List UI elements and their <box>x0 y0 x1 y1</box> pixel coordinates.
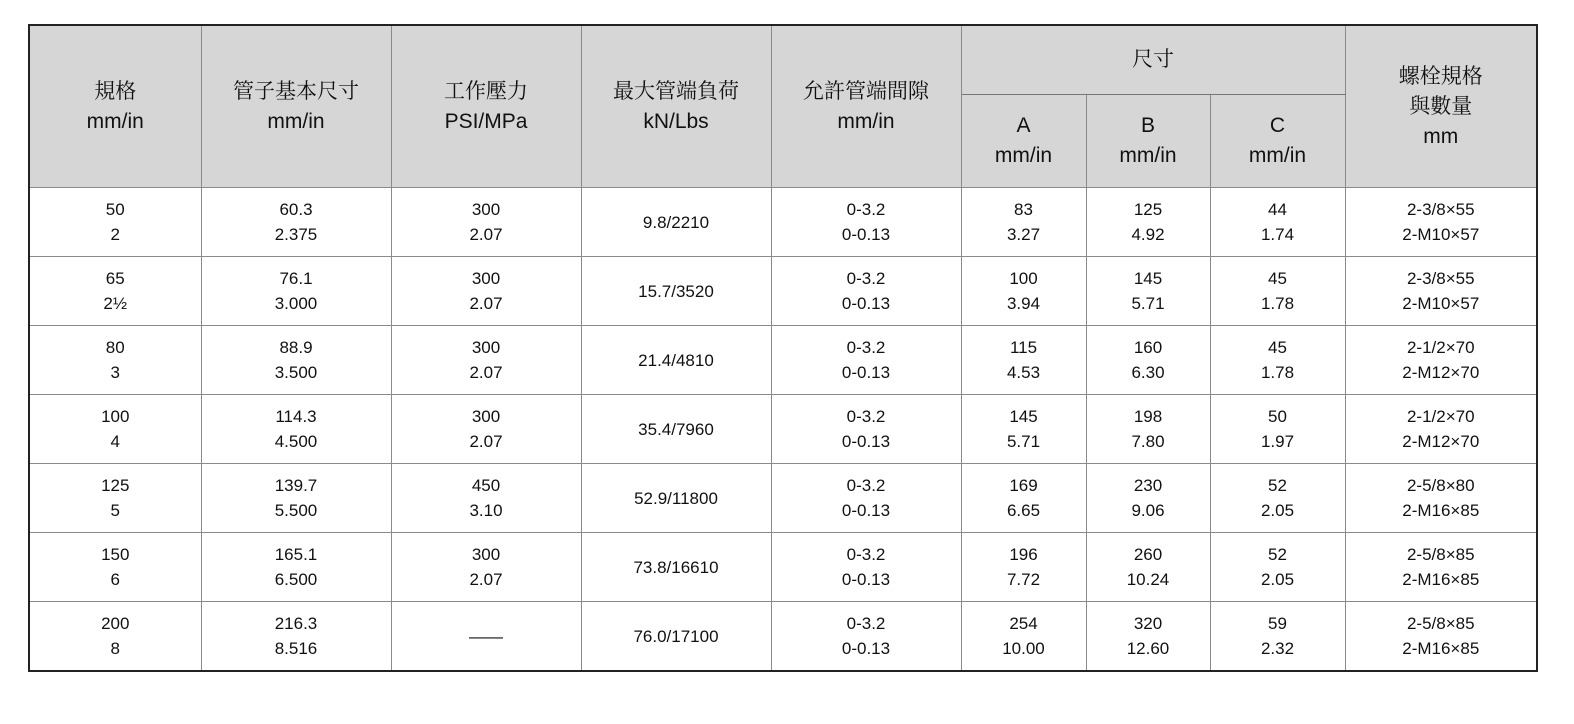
cell-pressure <box>391 326 581 395</box>
header-dim-a: A mm/in <box>961 95 1086 188</box>
cell-pressure <box>391 602 581 672</box>
cell-bolt-line: 2-3/8×55 <box>1406 269 1475 288</box>
header-spec: 規格 mm/in <box>29 25 201 188</box>
cell-spec-line: 50 <box>105 200 125 219</box>
cell-pressure-line: 450 <box>471 476 501 495</box>
cell-dim-a-line: 196 <box>1009 545 1038 564</box>
cell-dim-c-line: 1.74 <box>1260 225 1295 244</box>
cell-dim-a-line: 115 <box>1009 338 1038 357</box>
cell-gap-line: 0-3.2 <box>846 545 886 564</box>
header-pipe-size: 管子基本尺寸 mm/in <box>201 25 391 188</box>
cell-gap-line: 0-3.2 <box>846 614 886 633</box>
cell-spec-line: 200 <box>101 614 130 633</box>
cell-dim-b-line: 125 <box>1133 200 1163 219</box>
cell-gap <box>771 602 961 672</box>
cell-pressure-line: 300 <box>471 338 501 357</box>
cell-dim-a-line: 10.00 <box>1002 639 1045 658</box>
cell-dim-c-line: 1.78 <box>1260 294 1295 313</box>
cell-dim-c-line: 1.78 <box>1260 363 1295 382</box>
cell-dim-c <box>1210 464 1345 533</box>
cell-dim-a-line: 100 <box>1009 269 1038 288</box>
cell-dim-c <box>1210 188 1345 257</box>
cell-gap-line: 0-3.2 <box>846 200 886 219</box>
cell-pipe-size <box>201 533 391 602</box>
cell-spec-line: 3 <box>110 363 120 382</box>
cell-pipe-size-line: 114.3 <box>275 407 317 426</box>
cell-max-load <box>581 257 771 326</box>
cell-dim-a-line: 145 <box>1009 407 1038 426</box>
cell-dim-a-line: 3.94 <box>1006 294 1041 313</box>
table-row <box>29 326 1537 395</box>
cell-bolt-line: 2-3/8×55 <box>1406 200 1475 219</box>
cell-pipe-size-line: 3.000 <box>274 294 318 313</box>
cell-dim-c-line: 2.05 <box>1260 501 1295 520</box>
cell-max-load-line: 21.4/4810 <box>638 350 714 370</box>
cell-dim-b-line: 12.60 <box>1126 639 1170 658</box>
cell-dim-a <box>961 257 1086 326</box>
cell-dim-b-line: 5.71 <box>1131 294 1165 313</box>
cell-dim-a <box>961 533 1086 602</box>
cell-pipe-size <box>201 188 391 257</box>
cell-dim-c <box>1210 326 1345 395</box>
cell-dim-a <box>961 326 1086 395</box>
cell-spec-line: 80 <box>105 338 125 357</box>
cell-dim-b-line: 260 <box>1133 545 1163 564</box>
cell-dim-b <box>1086 533 1210 602</box>
cell-bolt-line: 2-5/8×80 <box>1406 476 1475 495</box>
cell-dim-b-line: 10.24 <box>1126 570 1170 589</box>
cell-bolt-line: 2-1/2×70 <box>1406 338 1475 357</box>
cell-bolt-line: 2-M12×70 <box>1402 363 1480 382</box>
cell-gap <box>771 533 961 602</box>
cell-pressure <box>391 395 581 464</box>
cell-pressure <box>391 464 581 533</box>
cell-dim-a <box>961 395 1086 464</box>
cell-pipe-size <box>201 326 391 395</box>
cell-bolt <box>1345 395 1537 464</box>
cell-dim-b <box>1086 188 1210 257</box>
cell-dim-a-line: 3.27 <box>1006 225 1041 244</box>
cell-gap-line: 0-3.2 <box>846 476 886 495</box>
cell-dim-b <box>1086 326 1210 395</box>
table-row <box>29 188 1537 257</box>
cell-dim-a-line: 4.53 <box>1006 363 1041 382</box>
spec-table <box>28 24 1538 672</box>
cell-gap <box>771 326 961 395</box>
header-bolt: 螺栓規格 與數量 mm <box>1345 25 1537 188</box>
cell-bolt-line: 2-M10×57 <box>1402 225 1480 244</box>
cell-dim-c <box>1210 257 1345 326</box>
cell-pipe-size-line: 3.500 <box>274 363 318 382</box>
cell-dim-c-line: 2.05 <box>1260 570 1295 589</box>
cell-spec <box>29 602 201 672</box>
table-row <box>29 533 1537 602</box>
cell-max-load-line: 76.0/17100 <box>633 626 719 646</box>
cell-max-load-line: 9.8/2210 <box>642 212 710 232</box>
cell-pipe-size <box>201 602 391 672</box>
cell-pipe-size-line: 139.7 <box>274 476 318 495</box>
cell-bolt-line: 2-M16×85 <box>1402 501 1480 520</box>
table-row <box>29 395 1537 464</box>
cell-dim-c <box>1210 395 1345 464</box>
cell-dim-a <box>961 602 1086 672</box>
cell-dim-c-line: 52 <box>1268 545 1287 564</box>
header-dim-b: B mm/in <box>1086 95 1210 188</box>
cell-dim-b <box>1086 464 1210 533</box>
cell-bolt-line: 2-M10×57 <box>1402 294 1480 313</box>
cell-gap-line: 0-0.13 <box>841 639 891 658</box>
cell-pressure-line: 300 <box>471 200 501 219</box>
cell-bolt-line: 2-M12×70 <box>1402 432 1480 451</box>
cell-bolt <box>1345 602 1537 672</box>
cell-gap <box>771 188 961 257</box>
cell-dim-b-line: 198 <box>1133 407 1163 426</box>
table-row <box>29 464 1537 533</box>
cell-dim-a-line: 83 <box>1014 200 1033 219</box>
cell-dim-c-line: 52 <box>1268 476 1287 495</box>
table-row <box>29 602 1537 672</box>
header-max-load: 最大管端負荷 kN/Lbs <box>581 25 771 188</box>
cell-pipe-size-line: 165.1 <box>274 545 318 564</box>
cell-spec-line: 5 <box>110 501 120 520</box>
cell-dim-c <box>1210 602 1345 672</box>
cell-dim-b <box>1086 257 1210 326</box>
cell-gap <box>771 395 961 464</box>
cell-pipe-size-line: 4.500 <box>274 432 318 451</box>
cell-pipe-size-line: 216.3 <box>274 614 318 633</box>
cell-dim-a-line: 7.72 <box>1006 570 1041 589</box>
cell-max-load <box>581 533 771 602</box>
cell-pressure-line: —— <box>469 626 503 646</box>
cell-pipe-size-line: 60.3 <box>279 200 313 219</box>
cell-dim-a-line: 169 <box>1009 476 1038 495</box>
cell-dim-a-line: 254 <box>1009 614 1038 633</box>
cell-dim-c-line: 2.32 <box>1260 639 1295 658</box>
cell-pressure <box>391 533 581 602</box>
cell-pipe-size-line: 5.500 <box>274 501 318 520</box>
cell-max-load <box>581 395 771 464</box>
cell-pressure-line: 300 <box>471 269 501 288</box>
cell-max-load-line: 35.4/7960 <box>638 419 714 439</box>
cell-max-load <box>581 464 771 533</box>
cell-pressure-line: 2.07 <box>469 225 503 244</box>
cell-gap-line: 0-3.2 <box>846 338 886 357</box>
cell-pipe-size-line: 88.9 <box>279 338 313 357</box>
cell-dim-b-line: 4.92 <box>1131 225 1165 244</box>
cell-spec <box>29 395 201 464</box>
cell-dim-a <box>961 464 1086 533</box>
cell-dim-c-line: 50 <box>1268 407 1287 426</box>
cell-bolt-line: 2-M16×85 <box>1402 570 1480 589</box>
cell-pressure-line: 2.07 <box>469 294 503 313</box>
cell-pressure-line: 2.07 <box>469 570 503 589</box>
cell-pipe-size-line: 6.500 <box>274 570 318 589</box>
cell-dim-b-line: 9.06 <box>1131 501 1165 520</box>
cell-spec <box>29 464 201 533</box>
cell-dim-b <box>1086 602 1210 672</box>
cell-gap-line: 0-0.13 <box>841 225 891 244</box>
cell-dim-c-line: 1.97 <box>1260 432 1295 451</box>
cell-spec <box>29 257 201 326</box>
cell-pipe-size-line: 76.1 <box>279 269 313 288</box>
cell-gap <box>771 257 961 326</box>
cell-dim-a <box>961 188 1086 257</box>
cell-pipe-size-line: 2.375 <box>274 225 318 244</box>
cell-max-load <box>581 188 771 257</box>
cell-spec-line: 65 <box>105 269 125 288</box>
cell-pressure-line: 2.07 <box>469 363 503 382</box>
cell-spec-line: 6 <box>110 570 120 589</box>
cell-spec-line: 100 <box>101 407 130 426</box>
cell-spec-line: 2 <box>110 225 120 244</box>
cell-gap-line: 0-0.13 <box>841 432 891 451</box>
cell-pipe-size-line: 8.516 <box>274 639 318 658</box>
cell-max-load <box>581 602 771 672</box>
cell-dim-b-line: 320 <box>1133 614 1163 633</box>
cell-spec-line: 4 <box>110 432 120 451</box>
cell-dim-c-line: 45 <box>1268 338 1287 357</box>
cell-gap-line: 0-0.13 <box>841 570 891 589</box>
cell-pressure <box>391 188 581 257</box>
header-dim-c: C mm/in <box>1210 95 1345 188</box>
table-row <box>29 257 1537 326</box>
cell-dim-c-line: 59 <box>1268 614 1287 633</box>
cell-pipe-size <box>201 395 391 464</box>
cell-bolt-line: 2-M16×85 <box>1402 639 1480 658</box>
cell-pipe-size <box>201 257 391 326</box>
cell-gap <box>771 464 961 533</box>
cell-bolt <box>1345 464 1537 533</box>
cell-dim-b <box>1086 395 1210 464</box>
cell-spec-line: 125 <box>101 476 130 495</box>
cell-dim-b-line: 7.80 <box>1131 432 1165 451</box>
cell-dim-a-line: 6.65 <box>1006 501 1041 520</box>
cell-dim-c-line: 45 <box>1268 269 1287 288</box>
cell-dim-c-line: 44 <box>1268 200 1287 219</box>
cell-max-load-line: 73.8/16610 <box>633 557 719 577</box>
cell-max-load-line: 15.7/3520 <box>638 281 714 301</box>
cell-spec <box>29 188 201 257</box>
cell-gap-line: 0-0.13 <box>841 294 891 313</box>
cell-dim-c <box>1210 533 1345 602</box>
cell-spec-line: 8 <box>110 639 120 658</box>
cell-gap-line: 0-0.13 <box>841 501 891 520</box>
cell-bolt-line: 2-5/8×85 <box>1406 614 1475 633</box>
cell-max-load-line: 52.9/11800 <box>634 488 718 508</box>
cell-bolt <box>1345 257 1537 326</box>
header-pressure: 工作壓力 PSI/MPa <box>391 25 581 188</box>
cell-gap-line: 0-3.2 <box>846 269 886 288</box>
cell-pressure <box>391 257 581 326</box>
cell-bolt <box>1345 533 1537 602</box>
cell-pressure-line: 300 <box>471 545 501 564</box>
cell-spec-line: 2½ <box>103 294 128 313</box>
cell-gap-line: 0-3.2 <box>846 407 886 426</box>
cell-spec-line: 150 <box>101 545 130 564</box>
cell-spec <box>29 326 201 395</box>
cell-dim-b-line: 145 <box>1133 269 1163 288</box>
cell-pressure-line: 3.10 <box>469 501 503 520</box>
cell-dim-b-line: 160 <box>1133 338 1163 357</box>
header-dimension-group: 尺寸 <box>961 25 1345 95</box>
header-gap: 允許管端間隙 mm/in <box>771 25 961 188</box>
cell-dim-a-line: 5.71 <box>1006 432 1041 451</box>
cell-max-load <box>581 326 771 395</box>
cell-dim-b-line: 230 <box>1133 476 1163 495</box>
cell-pressure-line: 2.07 <box>469 432 503 451</box>
cell-bolt <box>1345 326 1537 395</box>
cell-bolt-line: 2-1/2×70 <box>1406 407 1475 426</box>
cell-bolt <box>1345 188 1537 257</box>
cell-bolt-line: 2-5/8×85 <box>1406 545 1475 564</box>
cell-pressure-line: 300 <box>471 407 501 426</box>
cell-pipe-size <box>201 464 391 533</box>
cell-spec <box>29 533 201 602</box>
cell-gap-line: 0-0.13 <box>841 363 891 382</box>
cell-dim-b-line: 6.30 <box>1131 363 1165 382</box>
